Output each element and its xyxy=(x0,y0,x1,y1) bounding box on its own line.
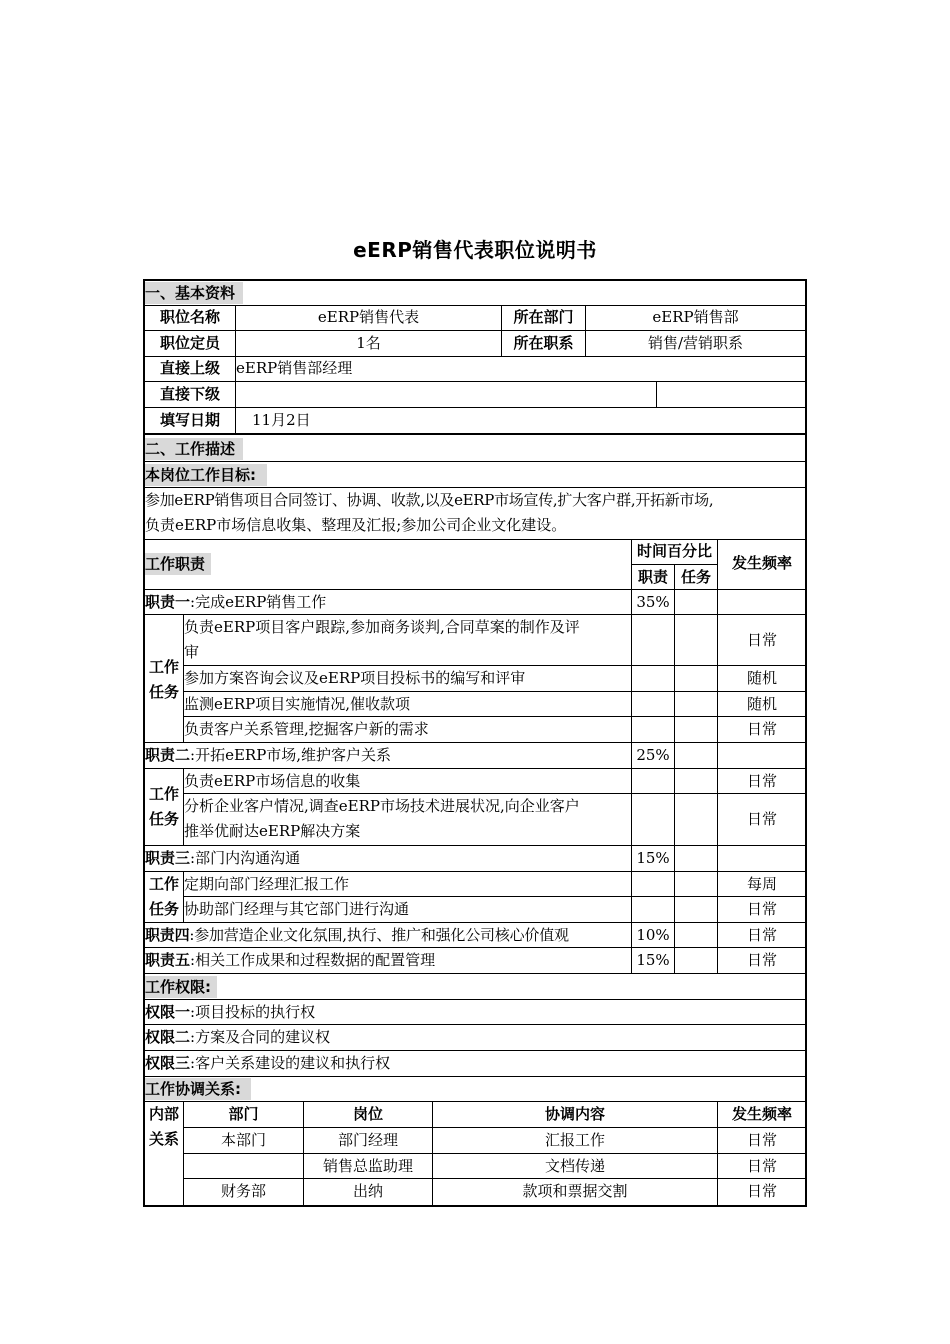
label-department: 所在部门 xyxy=(513,308,574,326)
value-department: eERP销售部 xyxy=(652,308,739,326)
duty-prefix: 职责二 xyxy=(145,746,191,764)
task-frequency: 日常 xyxy=(746,772,777,790)
duty-prefix: 职责五 xyxy=(145,951,191,969)
duty-percent: 35% xyxy=(636,593,670,611)
duty-text: :参加营造企业文化氛围,执行、推广和强化公司核心价值观 xyxy=(189,926,569,944)
header-col-duty: 职责 xyxy=(637,568,668,586)
task-frequency: 每周 xyxy=(746,875,777,893)
internal-label-line-1: 内部 xyxy=(148,1105,179,1123)
task-text-cont: 推举优耐达eERP解决方案 xyxy=(184,822,361,840)
label-fill-date: 填写日期 xyxy=(159,411,220,429)
label-headcount: 职位定员 xyxy=(159,334,220,352)
duty-percent: 15% xyxy=(636,951,670,969)
value-job-family: 销售/营销职系 xyxy=(647,334,744,352)
task-frequency: 日常 xyxy=(746,810,777,828)
coord-frequency: 日常 xyxy=(746,1182,777,1200)
coord-header-post: 岗位 xyxy=(352,1105,383,1123)
duty-prefix: 职责一 xyxy=(145,593,191,611)
coord-content: 汇报工作 xyxy=(544,1131,605,1149)
task-frequency: 日常 xyxy=(746,900,777,918)
duty-row-3 xyxy=(145,846,630,871)
task-text: 定期向部门经理汇报工作 xyxy=(184,875,350,893)
authority-prefix: 权限一 xyxy=(145,1003,191,1021)
task-label-line-2: 任务 xyxy=(148,683,179,701)
duty-row-1 xyxy=(145,590,630,614)
task-label-line-2: 任务 xyxy=(148,810,179,828)
task-text: 协助部门经理与其它部门进行沟通 xyxy=(184,900,410,918)
coord-frequency: 日常 xyxy=(746,1157,777,1175)
task-frequency: 随机 xyxy=(746,695,777,713)
authority-prefix: 权限二 xyxy=(145,1028,191,1046)
task-text: 负责客户关系管理,挖掘客户新的需求 xyxy=(184,720,429,738)
work-goal-line-1: 参加eERP销售项目合同签订、协调、收款,以及eERP市场宣传,扩大客户群,开拓新市场, xyxy=(145,491,714,509)
label-work-goal: 本岗位工作目标: xyxy=(145,464,267,486)
label-coordination: 工作协调关系: xyxy=(145,1078,251,1100)
duty-text: :部门内沟通沟通 xyxy=(190,849,301,867)
authority-row-2 xyxy=(145,1025,805,1050)
coord-content: 款项和票据交割 xyxy=(522,1182,628,1200)
authority-row-3 xyxy=(145,1051,805,1076)
coord-post: 部门经理 xyxy=(337,1131,398,1149)
label-direct-superior: 直接上级 xyxy=(159,359,220,377)
duty-prefix: 职责四 xyxy=(145,926,190,944)
header-duties: 工作职责 xyxy=(145,553,211,575)
work-goal-line-2: 负责eERP市场信息收集、整理及汇报;参加公司企业文化建设。 xyxy=(145,516,567,534)
section-work-description: 二、工作描述 xyxy=(145,438,243,460)
header-time-percent: 时间百分比 xyxy=(636,542,712,560)
coord-dept xyxy=(184,1154,303,1178)
label-direct-subordinate: 直接下级 xyxy=(159,385,220,403)
task-label-line-2: 任务 xyxy=(148,900,179,918)
coord-dept: 财务部 xyxy=(220,1182,266,1200)
coord-post: 出纳 xyxy=(352,1182,383,1200)
duty-percent: 10% xyxy=(636,926,670,944)
authority-text: :方案及合同的建议权 xyxy=(190,1028,331,1046)
duty-prefix: 职责三 xyxy=(145,849,191,867)
duty-text: :完成eERP销售工作 xyxy=(190,593,327,611)
coord-post: 销售总监助理 xyxy=(322,1157,413,1175)
internal-label-line-2: 关系 xyxy=(148,1130,179,1148)
duty-row-4 xyxy=(145,923,631,947)
coord-dept: 本部门 xyxy=(220,1131,266,1149)
task-text-cont: 审 xyxy=(184,643,200,661)
duty-text: :开拓eERP市场,维护客户关系 xyxy=(190,746,392,764)
value-headcount: 1名 xyxy=(356,334,381,352)
task-text: 负责eERP项目客户跟踪,参加商务谈判,合同草案的制作及评 xyxy=(184,618,580,636)
task-label-line-1: 工作 xyxy=(148,658,179,676)
task-label-line-1: 工作 xyxy=(148,785,179,803)
label-job-family: 所在职系 xyxy=(513,334,574,352)
duty-row-2 xyxy=(145,743,630,768)
task-text: 参加方案咨询会议及eERP项目投标书的编写和评审 xyxy=(184,669,526,687)
coord-header-content: 协调内容 xyxy=(544,1105,605,1123)
value-fill-date: 11月2日 xyxy=(252,411,311,429)
task-text: 监测eERP项目实施情况,催收款项 xyxy=(184,695,410,713)
duty-percent: 15% xyxy=(636,849,670,867)
header-frequency: 发生频率 xyxy=(731,554,792,572)
task-frequency: 随机 xyxy=(746,669,777,687)
authority-prefix: 权限三 xyxy=(145,1054,191,1072)
duty-frequency: 日常 xyxy=(746,926,777,944)
coord-header-dept: 部门 xyxy=(228,1105,259,1123)
task-frequency: 日常 xyxy=(746,631,777,649)
duty-text: :相关工作成果和过程数据的配置管理 xyxy=(190,951,436,969)
label-position-name: 职位名称 xyxy=(159,308,220,326)
coord-frequency: 日常 xyxy=(746,1131,777,1149)
task-text: 负责eERP市场信息的收集 xyxy=(184,772,361,790)
document-title: eERP销售代表职位说明书 xyxy=(353,238,597,262)
value-position-name: eERP销售代表 xyxy=(317,308,420,326)
coord-content: 文档传递 xyxy=(544,1157,605,1175)
value-direct-subordinate xyxy=(236,382,636,407)
authority-text: :项目投标的执行权 xyxy=(190,1003,316,1021)
duty-frequency: 日常 xyxy=(746,951,777,969)
value-direct-superior: eERP销售部经理 xyxy=(236,359,353,377)
duty-row-5 xyxy=(145,948,630,973)
authority-row-1 xyxy=(145,1000,805,1024)
duty-percent: 25% xyxy=(636,746,670,764)
header-col-task: 任务 xyxy=(680,568,711,586)
section-basic-info: 一、基本资料 xyxy=(145,282,243,304)
task-text: 分析企业客户情况,调查eERP市场技术进展状况,向企业客户 xyxy=(184,797,580,815)
task-frequency: 日常 xyxy=(746,720,777,738)
task-label-line-1: 工作 xyxy=(148,875,179,893)
authority-text: :客户关系建设的建议和执行权 xyxy=(190,1054,391,1072)
coord-header-frequency: 发生频率 xyxy=(731,1105,792,1123)
label-authority: 工作权限: xyxy=(145,976,217,998)
